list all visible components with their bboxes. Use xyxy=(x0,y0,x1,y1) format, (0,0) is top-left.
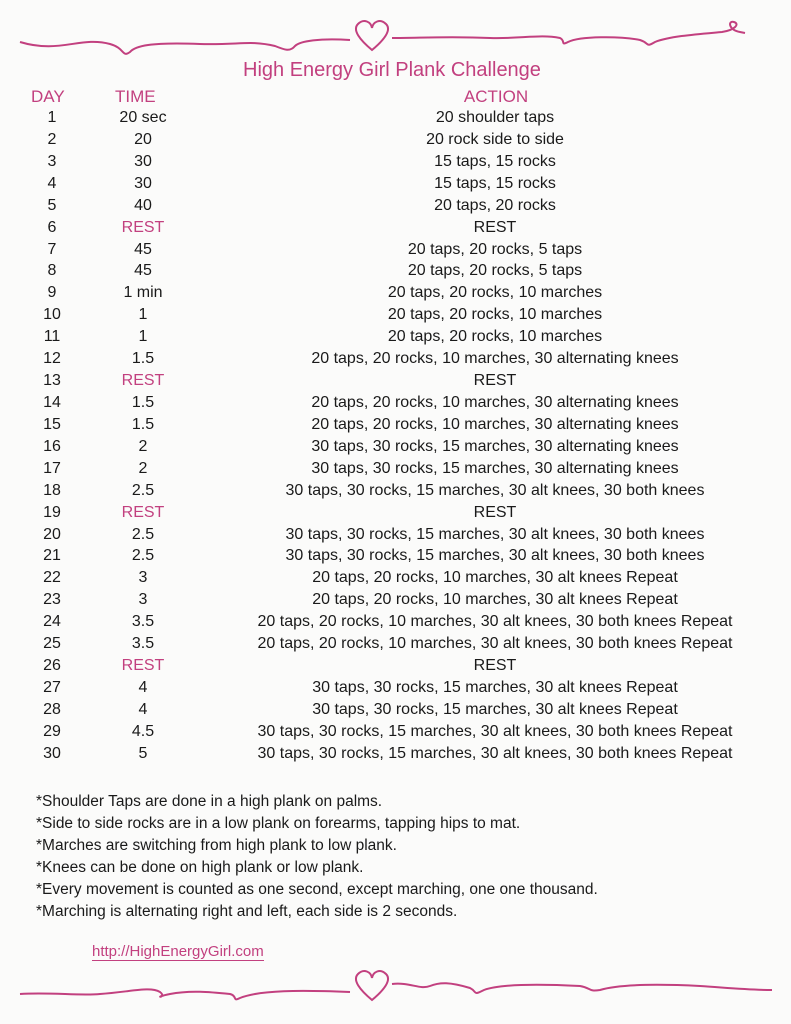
day-cell: 28 xyxy=(43,700,61,718)
day-cell: 2 xyxy=(47,130,57,148)
table-row xyxy=(0,196,791,218)
table-row xyxy=(0,546,791,568)
day-cell: 29 xyxy=(43,722,61,740)
day-cell: 22 xyxy=(43,569,61,587)
action-cell: 30 taps, 30 rocks, 15 marches, 30 alternating knees xyxy=(311,437,679,455)
action-cell: 30 taps, 30 rocks, 15 marches, 30 alternating knees xyxy=(311,459,679,477)
time-cell: 4 xyxy=(138,678,148,696)
action-cell: 20 taps, 20 rocks, 10 marches, 30 alternating knees xyxy=(311,393,679,411)
time-cell: 5 xyxy=(138,744,148,762)
day-cell: 13 xyxy=(43,372,61,390)
time-cell: REST xyxy=(121,218,165,236)
table-row xyxy=(0,218,791,240)
table-row xyxy=(0,590,791,612)
time-cell: 30 xyxy=(134,152,152,170)
time-cell: REST xyxy=(121,503,165,521)
time-cell: 3 xyxy=(138,569,148,587)
day-cell: 10 xyxy=(43,306,61,324)
day-cell: 4 xyxy=(47,174,57,192)
table-row xyxy=(0,152,791,174)
table-row xyxy=(0,327,791,349)
day-cell: 21 xyxy=(43,547,61,565)
table-row xyxy=(0,568,791,590)
action-cell: 20 taps, 20 rocks, 5 taps xyxy=(407,240,583,258)
header-time: TIME xyxy=(115,87,156,106)
day-cell: 8 xyxy=(47,262,57,280)
day-cell: 17 xyxy=(43,459,61,477)
time-cell: 1 min xyxy=(123,284,163,302)
table-row xyxy=(0,393,791,415)
action-cell: 20 shoulder taps xyxy=(435,109,555,126)
table-row xyxy=(0,525,791,547)
bottom-heart-divider xyxy=(0,962,791,1012)
action-cell: 30 taps, 30 rocks, 15 marches, 30 alt knees Repeat xyxy=(312,700,678,718)
time-cell: 4 xyxy=(138,700,148,718)
notes-list xyxy=(36,791,598,923)
note-item: *Marches are switching from high plank to low plank. xyxy=(36,837,397,854)
note-item: *Knees can be done on high plank or low plank. xyxy=(36,859,364,876)
action-cell: 20 taps, 20 rocks, 5 taps xyxy=(407,262,583,280)
time-cell: 45 xyxy=(134,262,152,280)
action-cell: REST xyxy=(473,657,517,675)
day-cell: 20 xyxy=(43,525,61,543)
time-cell: 3.5 xyxy=(131,635,155,653)
day-cell: 11 xyxy=(43,328,61,346)
note-item: *Shoulder Taps are done in a high plank on palms. xyxy=(36,793,383,810)
action-cell: 15 taps, 15 rocks xyxy=(434,152,556,170)
table-row xyxy=(0,371,791,393)
day-cell: 19 xyxy=(43,503,61,521)
action-cell: 30 taps, 30 rocks, 15 marches, 30 alt knees, 30 both knees xyxy=(285,481,705,499)
table-row xyxy=(0,503,791,525)
day-cell: 27 xyxy=(43,678,61,696)
action-cell: 30 taps, 30 rocks, 15 marches, 30 alt knees Repeat xyxy=(312,678,678,696)
day-cell: 15 xyxy=(43,415,61,433)
time-cell: 1 xyxy=(138,328,148,346)
time-cell: 45 xyxy=(134,240,152,258)
top-heart-divider xyxy=(0,8,791,58)
table-row xyxy=(0,744,791,766)
action-cell: 20 taps, 20 rocks, 10 marches, 30 alt knees, 30 both knees Repeat xyxy=(257,635,733,653)
table-row xyxy=(0,459,791,481)
time-cell: 3.5 xyxy=(131,613,155,631)
table-row xyxy=(0,349,791,371)
time-cell: 2.5 xyxy=(131,481,155,499)
action-cell: 20 taps, 20 rocks, 10 marches, 30 alt knees Repeat xyxy=(312,569,678,587)
action-cell: 30 taps, 30 rocks, 15 marches, 30 alt knees, 30 both knees xyxy=(285,525,705,543)
action-cell: REST xyxy=(473,503,517,521)
table-row xyxy=(0,634,791,656)
day-cell: 16 xyxy=(43,437,61,455)
action-cell: 15 taps, 15 rocks xyxy=(434,174,556,192)
time-cell: 4.5 xyxy=(131,722,155,740)
action-cell: 20 taps, 20 rocks, 10 marches xyxy=(387,328,603,346)
table-row xyxy=(0,108,791,130)
table-row xyxy=(0,415,791,437)
table-row xyxy=(0,481,791,503)
time-cell: REST xyxy=(121,372,165,390)
day-cell: 3 xyxy=(47,152,57,170)
page-title: High Energy Girl Plank Challenge xyxy=(243,59,541,81)
time-cell: 3 xyxy=(138,591,148,609)
table-row xyxy=(0,261,791,283)
day-cell: 7 xyxy=(47,240,57,258)
time-cell: 1 xyxy=(138,306,148,324)
website-link[interactable]: http://HighEnergyGirl.com xyxy=(92,943,264,960)
day-cell: 5 xyxy=(47,196,57,214)
note-item: *Side to side rocks are in a low plank on forearms, tapping hips to mat. xyxy=(36,815,521,832)
day-cell: 30 xyxy=(43,744,61,762)
time-cell: 2 xyxy=(138,459,148,477)
time-cell: 20 sec xyxy=(119,109,167,126)
action-cell: 20 taps, 20 rocks, 10 marches, 30 alt knees Repeat xyxy=(312,591,678,609)
day-cell: 26 xyxy=(43,657,61,675)
table-row xyxy=(0,130,791,152)
day-cell: 25 xyxy=(43,635,61,653)
action-cell: 20 taps, 20 rocks, 10 marches, 30 alternating knees xyxy=(311,350,679,368)
action-cell: 30 taps, 30 rocks, 15 marches, 30 alt knees, 30 both knees xyxy=(285,547,705,565)
table-row xyxy=(0,240,791,262)
day-cell: 14 xyxy=(43,393,61,411)
day-cell: 9 xyxy=(47,284,57,302)
schedule-table xyxy=(0,108,791,766)
day-cell: 6 xyxy=(47,218,57,236)
table-row xyxy=(0,174,791,196)
time-cell: 30 xyxy=(134,174,152,192)
note-item: *Marching is alternating right and left, each side is 2 seconds. xyxy=(36,903,458,920)
time-cell: 2.5 xyxy=(131,525,155,543)
day-cell: 24 xyxy=(43,613,61,631)
table-row xyxy=(0,305,791,327)
time-cell: 20 xyxy=(134,130,152,148)
header-day: DAY xyxy=(31,87,65,106)
table-row xyxy=(0,437,791,459)
action-cell: 30 taps, 30 rocks, 15 marches, 30 alt knees, 30 both knees Repeat xyxy=(257,722,733,740)
action-cell: 20 rock side to side xyxy=(426,130,564,148)
action-cell: 20 taps, 20 rocks, 10 marches, 30 alt knees, 30 both knees Repeat xyxy=(257,613,733,631)
note-item: *Every movement is counted as one second, except marching, one one thousand. xyxy=(36,881,598,898)
table-row xyxy=(0,656,791,678)
action-cell: REST xyxy=(473,372,517,390)
time-cell: 40 xyxy=(134,196,152,214)
heart-icon xyxy=(356,971,388,1000)
table-row xyxy=(0,612,791,634)
time-cell: 1.5 xyxy=(131,415,155,433)
day-cell: 12 xyxy=(43,350,61,368)
action-cell: REST xyxy=(473,218,517,236)
day-cell: 1 xyxy=(47,109,57,126)
action-cell: 20 taps, 20 rocks, 10 marches xyxy=(387,284,603,302)
table-row xyxy=(0,722,791,744)
table-row xyxy=(0,700,791,722)
time-cell: 1.5 xyxy=(131,350,155,368)
time-cell: REST xyxy=(121,657,165,675)
action-cell: 20 taps, 20 rocks xyxy=(434,196,556,214)
table-row xyxy=(0,283,791,305)
action-cell: 20 taps, 20 rocks, 10 marches, 30 alternating knees xyxy=(311,415,679,433)
day-cell: 18 xyxy=(43,481,61,499)
time-cell: 2.5 xyxy=(131,547,155,565)
action-cell: 20 taps, 20 rocks, 10 marches xyxy=(387,306,603,324)
time-cell: 1.5 xyxy=(131,393,155,411)
heart-icon xyxy=(356,21,388,50)
header-action: ACTION xyxy=(463,87,529,106)
action-cell: 30 taps, 30 rocks, 15 marches, 30 alt knees, 30 both knees Repeat xyxy=(257,744,733,762)
table-row xyxy=(0,678,791,700)
time-cell: 2 xyxy=(138,437,148,455)
day-cell: 23 xyxy=(43,591,61,609)
